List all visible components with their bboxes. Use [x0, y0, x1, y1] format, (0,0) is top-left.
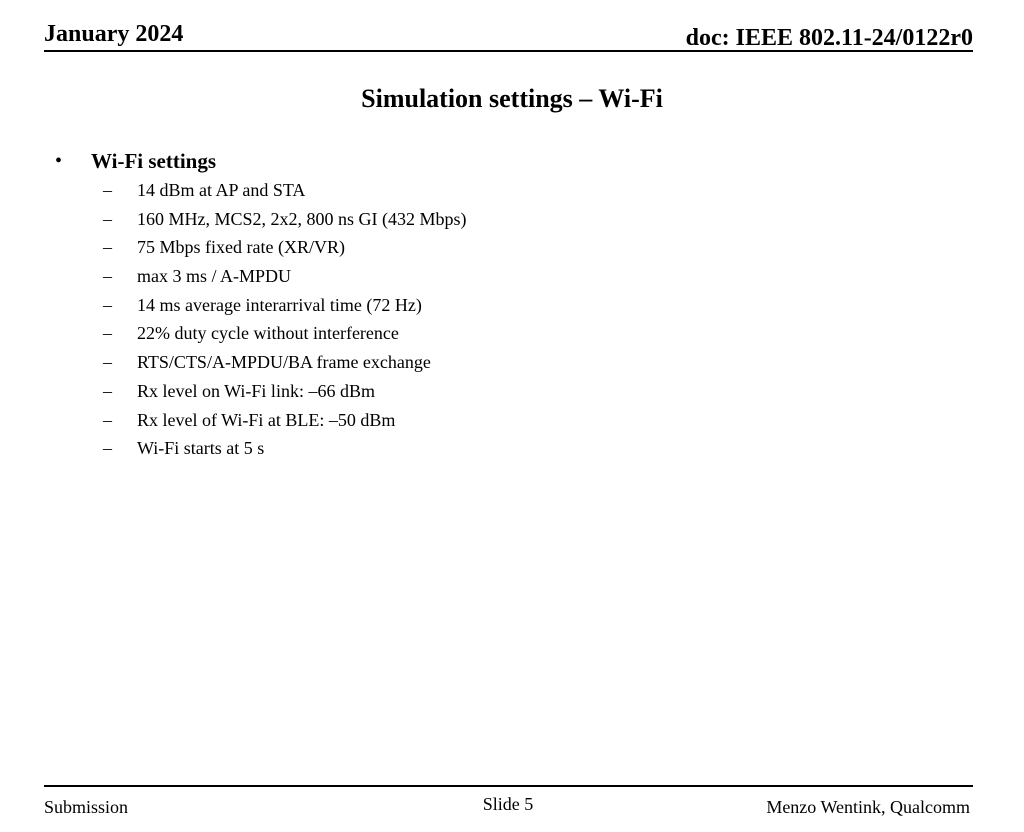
- sub-bullet-text: 14 ms average interarrival time (72 Hz): [137, 294, 422, 315]
- bullet-wifi-settings: [0, 146, 1024, 176]
- sub-bullet-text: 14 dBm at AP and STA: [137, 180, 306, 200]
- sub-bullet-marker: –: [103, 237, 112, 258]
- slide-body: [0, 146, 1024, 463]
- header-date: January 2024: [44, 21, 184, 47]
- sub-bullet-text: max 3 ms / A-MPDU: [137, 266, 292, 287]
- sub-bullet-item: [0, 434, 1024, 463]
- sub-bullet-text: 160 MHz, MCS2, 2x2, 800 ns GI (432 Mbps): [137, 208, 467, 229]
- sub-bullet-item: [0, 233, 1024, 262]
- sub-bullet-item: [0, 205, 1024, 234]
- sub-bullet-item: [0, 377, 1024, 406]
- sub-bullet-marker: –: [103, 380, 112, 401]
- sub-bullet-marker: –: [103, 438, 112, 459]
- footer-submission: Submission: [44, 797, 129, 817]
- footer-author: Menzo Wentink, Qualcomm: [766, 797, 970, 817]
- sub-bullet-item: [0, 176, 1024, 205]
- header-doc-id: doc: IEEE 802.11-24/0122r0: [685, 25, 973, 51]
- sub-bullet-item: [0, 291, 1024, 320]
- header-divider: [44, 50, 973, 52]
- sub-bullet-item: [0, 262, 1024, 291]
- sub-bullet-text: Wi-Fi starts at 5 s: [137, 438, 265, 459]
- sub-bullet-marker: –: [103, 294, 112, 315]
- sub-bullet-text: 22% duty cycle without interference: [137, 323, 399, 344]
- sub-bullet-marker: –: [103, 180, 112, 200]
- footer-divider: [44, 785, 973, 787]
- sub-bullet-text: Rx level of Wi-Fi at BLE: –50 dBm: [137, 409, 396, 430]
- sub-bullet-list: [0, 176, 1024, 463]
- footer-slide-number: Slide 5: [482, 794, 534, 814]
- sub-bullet-marker: –: [103, 323, 112, 344]
- sub-bullet-text: 75 Mbps fixed rate (XR/VR): [137, 237, 345, 258]
- sub-bullet-item: [0, 319, 1024, 348]
- sub-bullet-marker: –: [103, 266, 112, 287]
- sub-bullet-marker: –: [103, 409, 112, 430]
- sub-bullet-text: Rx level on Wi-Fi link: –66 dBm: [137, 380, 375, 401]
- sub-bullet-item: [0, 348, 1024, 377]
- sub-bullet-text: RTS/CTS/A-MPDU/BA frame exchange: [137, 352, 431, 373]
- bullet-heading: Wi-Fi settings: [91, 149, 217, 173]
- sub-bullet-marker: –: [103, 208, 112, 229]
- sub-bullet-item: [0, 406, 1024, 435]
- slide-title: Simulation settings – Wi-Fi: [361, 84, 663, 113]
- bullet-marker: •: [55, 150, 63, 172]
- sub-bullet-marker: –: [103, 352, 112, 373]
